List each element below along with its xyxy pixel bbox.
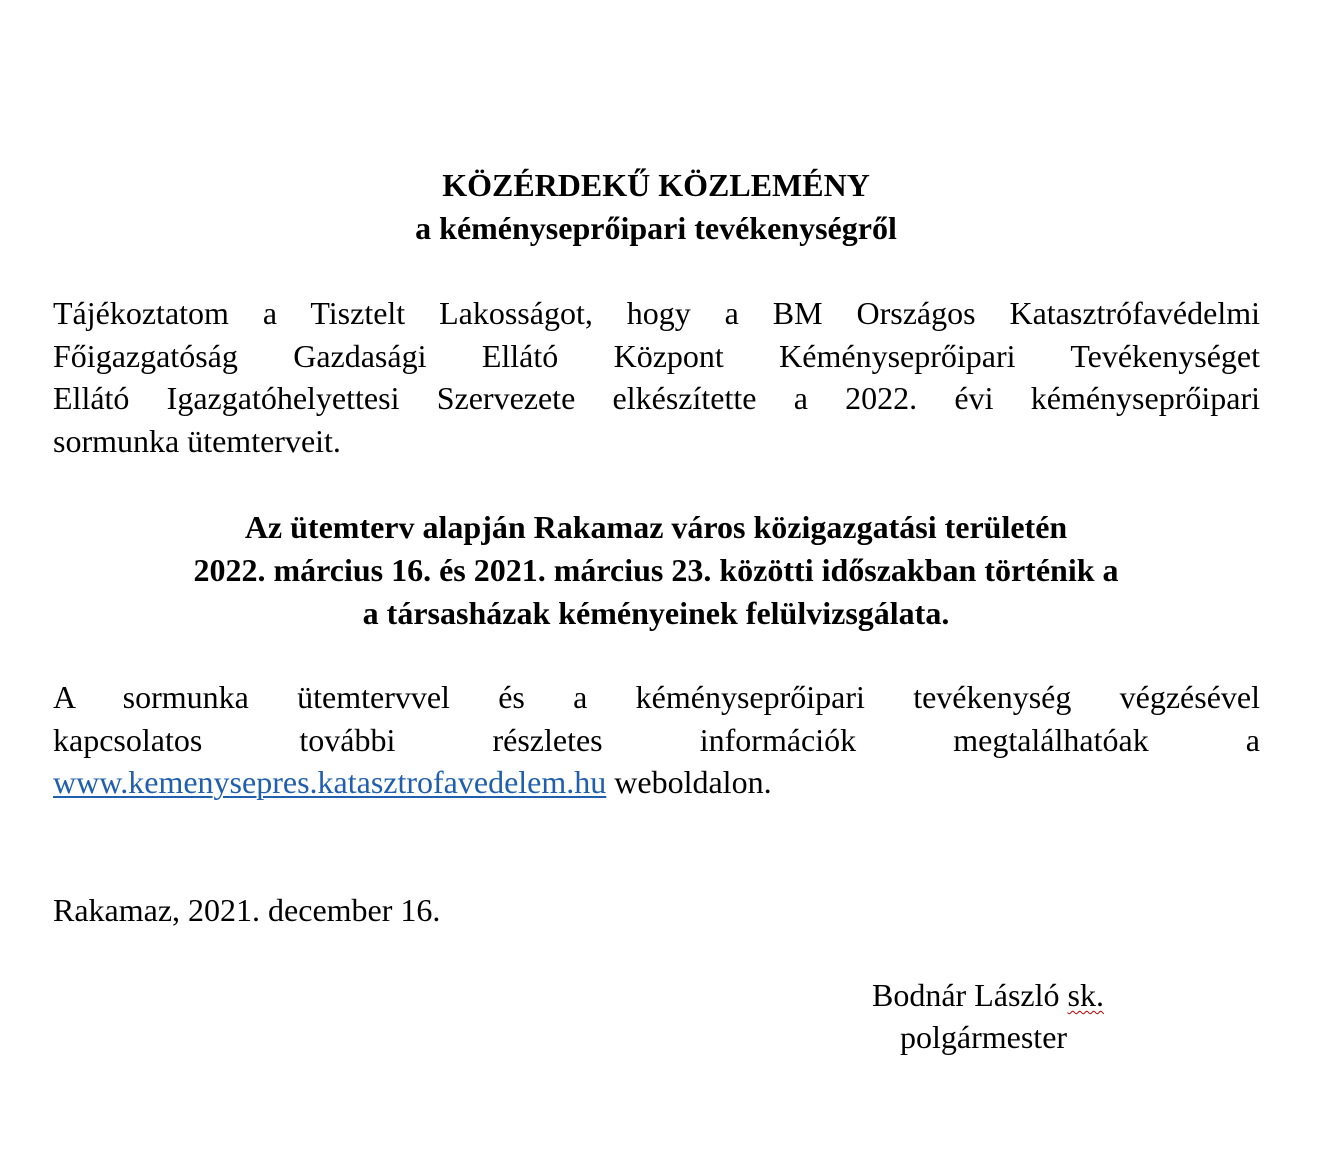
intro-line-3: Ellátó Igazgatóhelyettesi Szervezete elkészítette a 2022. évi kéményseprőipari	[53, 380, 1260, 416]
info-line-3	[53, 761, 1260, 804]
intro-line-2: Főigazgatóság Gazdasági Ellátó Központ Kéményseprőipari Tevékenységet	[53, 337, 1260, 374]
intro-paragraph	[53, 292, 1260, 462]
document-heading	[0, 164, 1312, 250]
signatory-name: Bodnár László	[872, 977, 1060, 1013]
schedule-announcement	[0, 506, 1312, 635]
info-line-3-suffix: weboldalon.	[606, 764, 772, 800]
sk-abbreviation: sk.	[1067, 977, 1104, 1013]
schedule-line-1: Az ütemterv alapján Rakamaz város közigazgatási területén	[244, 509, 1068, 545]
signatory-name-line	[872, 974, 1104, 1016]
intro-line-1: Tájékoztatom a Tisztelt Lakosságot, hogy a BM Országos Katasztrófavédelmi	[53, 295, 1260, 331]
info-paragraph	[53, 676, 1260, 804]
place-and-date: Rakamaz, 2021. december 16.	[53, 892, 441, 928]
signatory-title: polgármester	[900, 1019, 1068, 1055]
website-link[interactable]: www.kemenysepres.katasztrofavedelem.hu	[53, 764, 607, 800]
info-line-2: kapcsolatos további részletes információk megtalálhatóak a	[53, 721, 1260, 758]
document-subtitle: a kéményseprőipari tevékenységről	[415, 210, 897, 246]
schedule-line-2: 2022. március 16. és 2021. március 23. közötti időszakban történik a	[193, 552, 1119, 588]
signature-block	[872, 974, 1104, 1058]
document-title: KÖZÉRDEKŰ KÖZLEMÉNY	[442, 167, 870, 203]
info-line-1: A sormunka ütemtervvel és a kéményseprőipari tevékenység végzésével	[53, 679, 1260, 715]
intro-line-4: sormunka ütemterveit.	[53, 422, 341, 459]
schedule-line-3: a társasházak kéményeinek felülvizsgálata.	[362, 595, 950, 631]
